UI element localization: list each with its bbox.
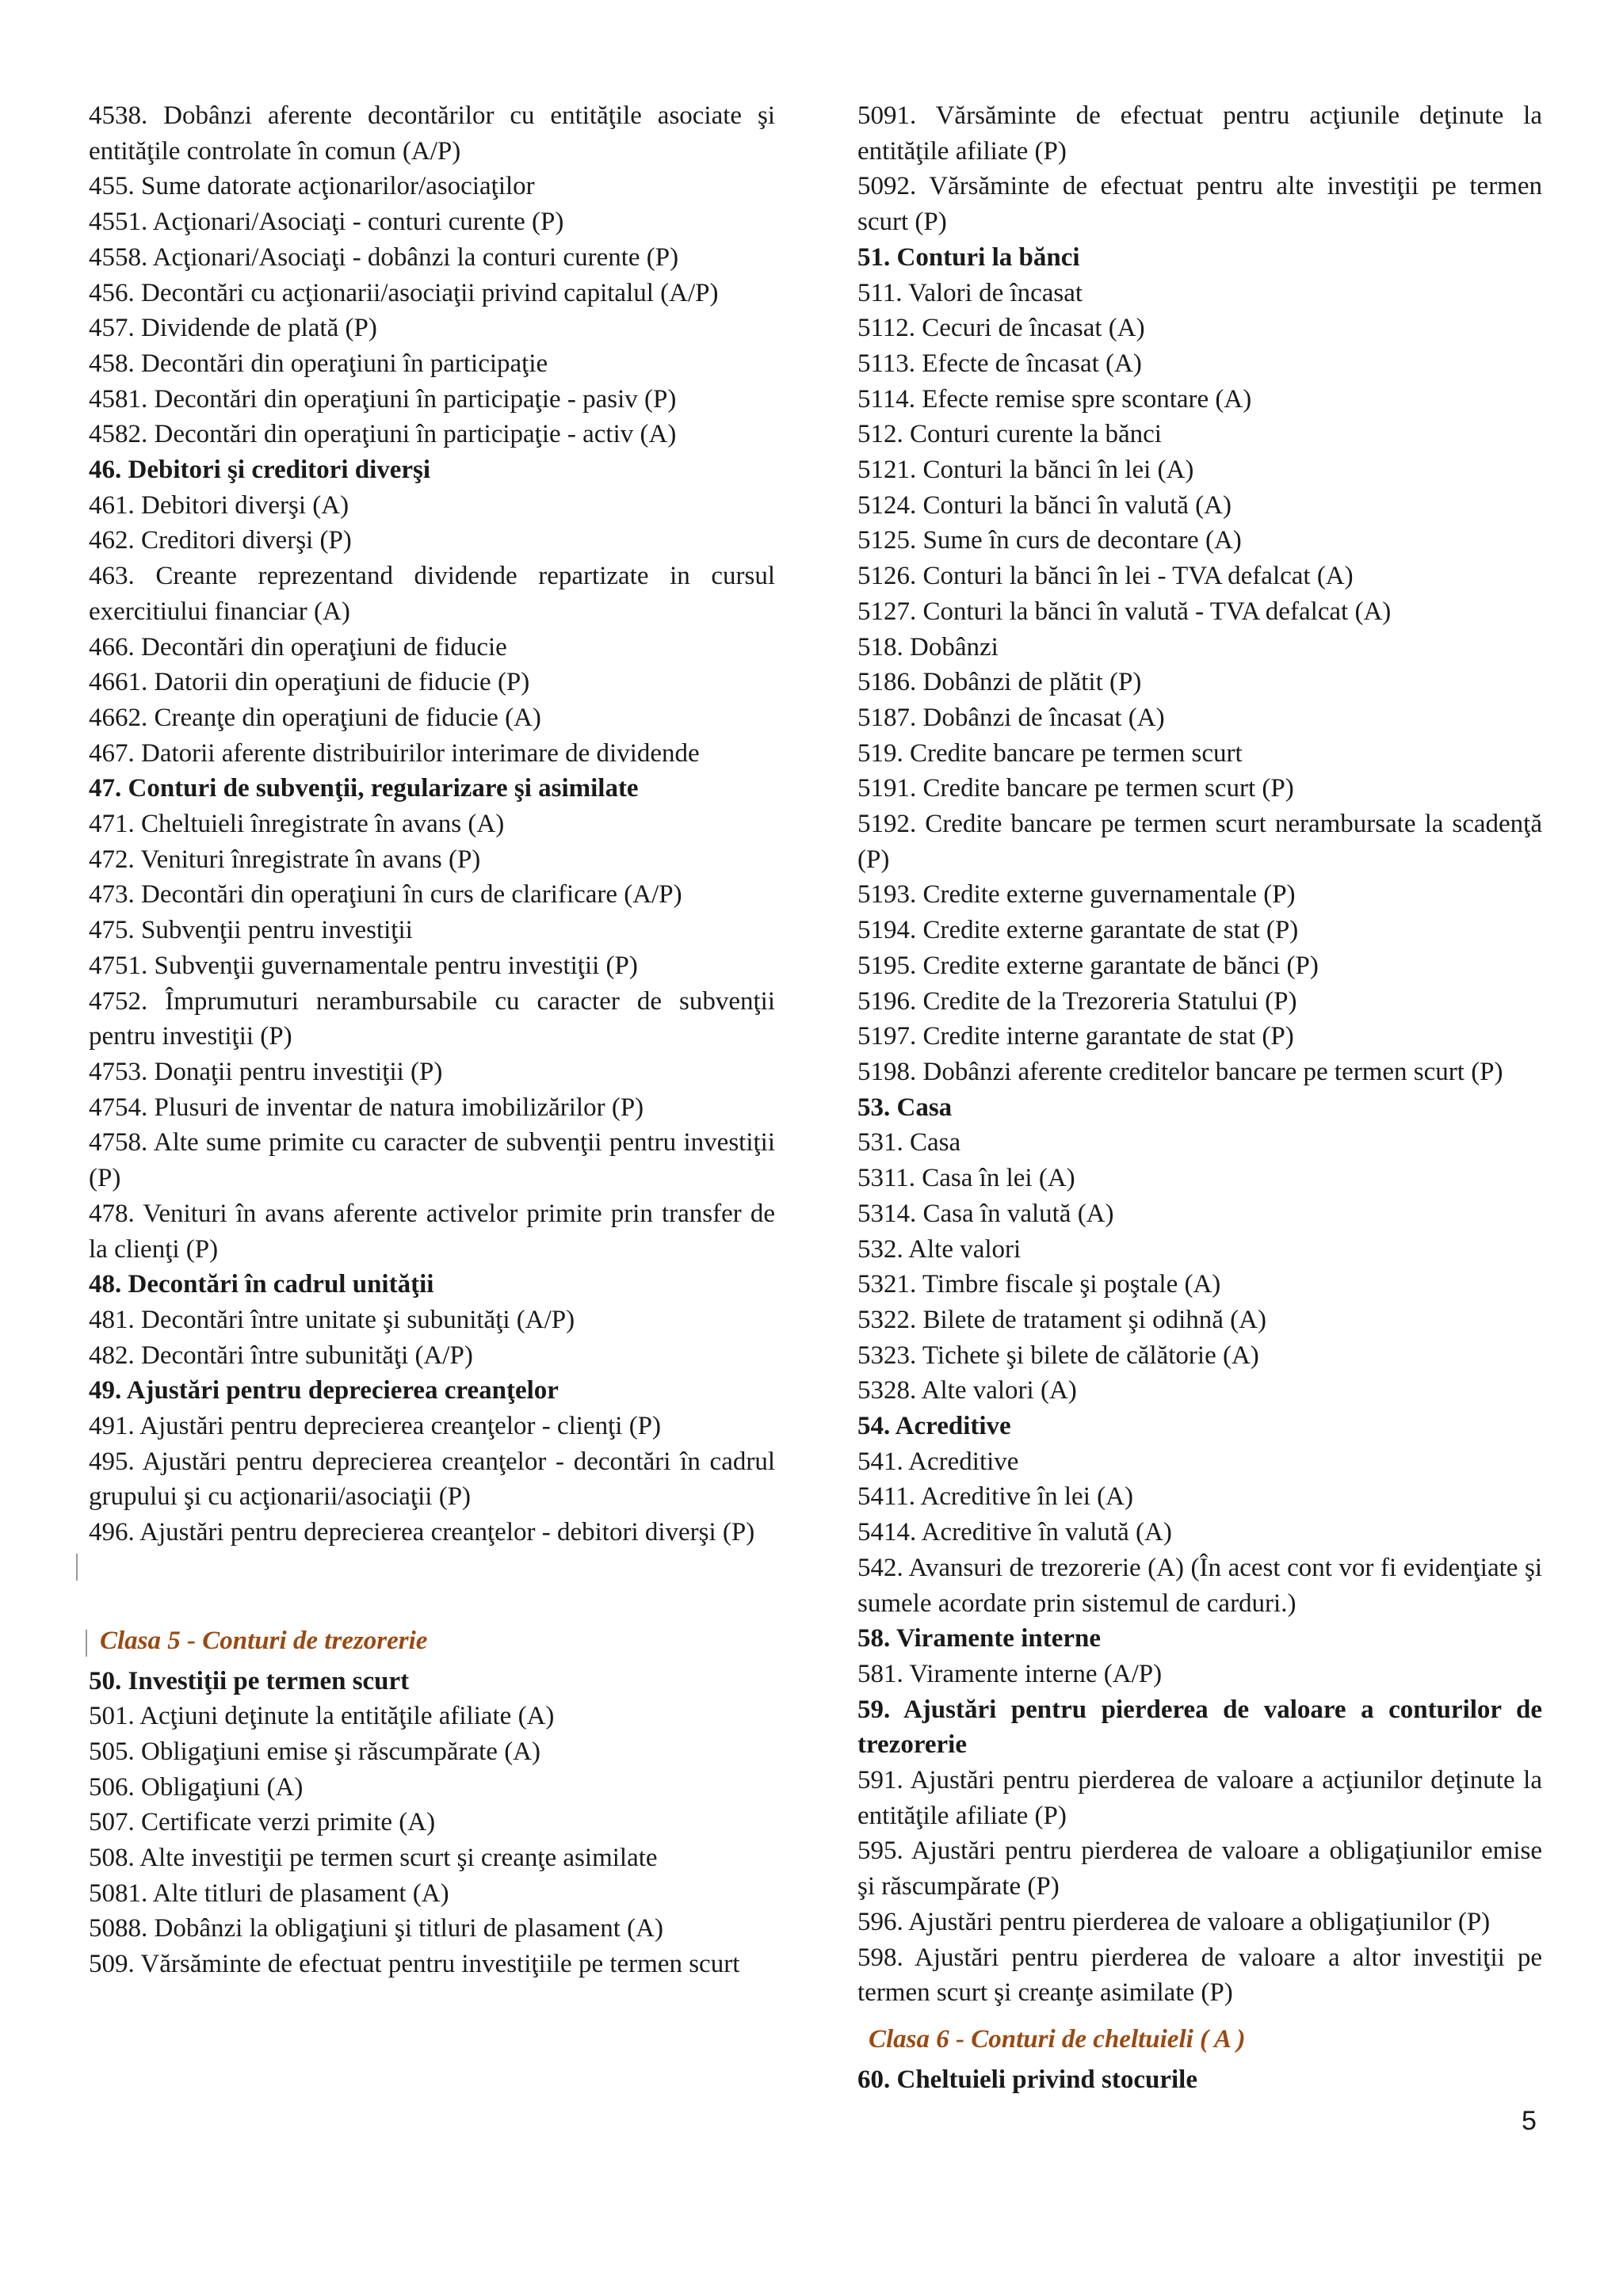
account-line: 5322. Bilete de tratament şi odihnă (A) [857, 1305, 1266, 1334]
account-line: 5314. Casa în valută (A) [857, 1199, 1114, 1228]
account-line: 461. Debitori diverşi (A) [89, 490, 349, 520]
account-line: 473. Decontări din operaţiuni în curs de clarificare (A/P) [89, 880, 682, 910]
account-line: 5088. Dobânzi la obligaţiuni şi titluri de plasament (A) [89, 1914, 663, 1943]
account-line: 478. Venituri în avans aferente activelor primite prin transfer de la clienţi (P) [89, 1199, 775, 1264]
account-line: 4758. Alte sume primite cu caracter de subvenţii pentru investiţii (P) [89, 1128, 775, 1193]
account-line: 5323. Tichete şi bilete de călătorie (A) [857, 1341, 1259, 1370]
account-line: 5197. Credite interne garantate de stat (P) [857, 1022, 1294, 1051]
account-line: 491. Ajustări pentru deprecierea creanţelor - clienţi (P) [89, 1412, 662, 1441]
account-line: 458. Decontări din operaţiuni în participaţie [89, 349, 548, 378]
account-line: 5193. Credite externe guvernamentale (P) [857, 880, 1296, 910]
account-line: 4752. Împrumuturi nerambursabile cu caracter de subvenţii pentru investiţii (P) [89, 986, 775, 1051]
account-line: 5125. Sume în curs de decontare (A) [857, 526, 1242, 555]
account-line: 5091. Vărsăminte de efectuat pentru acţiunile deţinute la entităţile afiliate (P) [857, 101, 1542, 166]
account-line: 4661. Datorii din operaţiuni de fiducie (P) [89, 668, 530, 697]
right-column [857, 98, 1542, 2097]
account-line: 457. Dividende de plată (P) [89, 314, 377, 343]
account-line: 598. Ajustări pentru pierderea de valoare a altor investiţii pe termen scurt şi creanţe asimilate (P) [857, 1943, 1542, 2008]
account-line: 5414. Acreditive în valută (A) [857, 1518, 1172, 1547]
margin-bar [76, 1554, 78, 1581]
account-line: 511. Valori de încasat [857, 278, 1083, 307]
account-line: 581. Viramente interne (A/P) [857, 1659, 1163, 1688]
account-line: 541. Acreditive [857, 1447, 1019, 1476]
section-heading-54: 54. Acreditive [857, 1412, 1011, 1441]
account-line: 5198. Dobânzi aferente creditelor bancare pe termen scurt (P) [857, 1057, 1503, 1086]
account-line: 5112. Cecuri de încasat (A) [857, 314, 1145, 343]
account-line: 4581. Decontări din operaţiuni în participaţie - pasiv (P) [89, 384, 677, 414]
left-column [89, 98, 775, 1982]
account-line: 466. Decontări din operaţiuni de fiducie [89, 632, 507, 662]
account-line: 542. Avansuri de trezorerie (A) (În acest cont vor fi evidenţiate şi sumele acordate prin sistemul de carduri.) [857, 1553, 1542, 1618]
section-heading-49: 49. Ajustări pentru deprecierea creanţelor [89, 1376, 559, 1405]
account-line: 467. Datorii aferente distribuirilor interimare de dividende [89, 738, 700, 768]
account-line: 496. Ajustări pentru deprecierea creanţelor - debitori diverşi (P) [89, 1518, 755, 1547]
account-line: 5124. Conturi la bănci în valută (A) [857, 490, 1232, 520]
account-line: 519. Credite bancare pe termen scurt [857, 738, 1243, 768]
account-line: 5126. Conturi la bănci în lei - TVA defalcat (A) [857, 562, 1354, 591]
account-line: 508. Alte investiţii pe termen scurt şi creanţe asimilate [89, 1844, 658, 1873]
account-line: 5113. Efecte de încasat (A) [857, 349, 1142, 378]
account-line: 501. Acţiuni deţinute la entităţile afiliate (A) [89, 1702, 555, 1731]
account-line: 5121. Conturi la bănci în lei (A) [857, 456, 1194, 485]
account-line: 4538. Dobânzi aferente decontărilor cu entităţile asociate şi entităţile controlate în comun (A/P) [89, 101, 775, 166]
account-line: 5194. Credite externe garantate de stat (P) [857, 916, 1299, 945]
account-line: 4753. Donaţii pentru investiţii (P) [89, 1057, 443, 1086]
account-line: 5321. Timbre fiscale şi poştale (A) [857, 1270, 1221, 1299]
class-6-title: Clasa 6 - Conturi de cheltuieli ( A ) [869, 2024, 1246, 2054]
account-line: 5092. Vărsăminte de efectuat pentru alte investiţii pe termen scurt (P) [857, 172, 1542, 237]
page-number: 5 [1522, 2106, 1537, 2136]
account-line: 4582. Decontări din operaţiuni în participaţie - activ (A) [89, 420, 677, 449]
class-5-title: Clasa 5 - Conturi de trezorerie [100, 1623, 775, 1659]
section-heading-51: 51. Conturi la bănci [857, 242, 1080, 272]
account-line: 456. Decontări cu acţionarii/asociaţii privind capitalul (A/P) [89, 278, 719, 307]
account-line: 4754. Plusuri de inventar de natura imobilizărilor (P) [89, 1093, 644, 1122]
account-line: 495. Ajustări pentru deprecierea creanţelor - decontări în cadrul grupului şi cu acţionarii/asociaţii (P) [89, 1447, 775, 1512]
account-line: 518. Dobânzi [857, 632, 999, 662]
account-line: 4558. Acţionari/Asociaţi - dobânzi la conturi curente (P) [89, 242, 679, 272]
account-line: 5192. Credite bancare pe termen scurt nerambursate la scadenţă (P) [857, 810, 1542, 874]
account-line: 5311. Casa în lei (A) [857, 1164, 1075, 1193]
account-line: 507. Certificate verzi primite (A) [89, 1808, 436, 1837]
section-heading-53: 53. Casa [857, 1093, 953, 1122]
account-line: 5196. Credite de la Trezoreria Statului (P) [857, 986, 1297, 1016]
account-line: 5191. Credite bancare pe termen scurt (P) [857, 774, 1294, 803]
section-heading-60: 60. Cheltuieli privind stocurile [857, 2065, 1197, 2094]
account-line: 481. Decontări între unitate şi subunităţi (A/P) [89, 1305, 575, 1334]
account-line: 5187. Dobânzi de încasat (A) [857, 703, 1165, 732]
account-line: 506. Obligaţiuni (A) [89, 1772, 304, 1802]
account-line: 5186. Dobânzi de plătit (P) [857, 668, 1142, 697]
account-line: 472. Venituri înregistrate în avans (P) [89, 845, 481, 874]
account-line: 532. Alte valori [857, 1234, 1022, 1264]
account-line: 5411. Acreditive în lei (A) [857, 1482, 1133, 1512]
account-line: 5328. Alte valori (A) [857, 1376, 1077, 1405]
account-line: 512. Conturi curente la bănci [857, 420, 1162, 449]
section-heading-46: 46. Debitori şi creditori diverşi [89, 456, 431, 485]
section-heading-48: 48. Decontări în cadrul unităţii [89, 1270, 434, 1299]
account-line: 595. Ajustări pentru pierderea de valoare a obligaţiunilor emise şi răscumpărate (P) [857, 1836, 1542, 1901]
account-line: 463. Creante reprezentand dividende repartizate in cursul exercitiului financiar (A) [89, 562, 775, 626]
account-line: 4551. Acţionari/Asociaţi - conturi curente (P) [89, 208, 564, 237]
account-line: 5195. Credite externe garantate de bănci (P) [857, 951, 1319, 980]
account-line: 475. Subvenţii pentru investiţii [89, 916, 413, 945]
account-line: 591. Ajustări pentru pierderea de valoare a acţiunilor deţinute la entităţile afiliate (P) [857, 1766, 1542, 1830]
account-line: 5127. Conturi la bănci în valută - TVA defalcat (A) [857, 597, 1392, 626]
account-line: 462. Creditori diverşi (P) [89, 526, 352, 555]
account-line: 455. Sume datorate acţionarilor/asociaţilor [89, 172, 535, 201]
account-line: 482. Decontări între subunităţi (A/P) [89, 1341, 473, 1370]
section-heading-47: 47. Conturi de subvenţii, regularizare şi asimilate [89, 774, 639, 803]
left-group-455 [89, 98, 775, 452]
account-line: 5114. Efecte remise spre scontare (A) [857, 384, 1252, 414]
account-line: 471. Cheltuieli înregistrate în avans (A) [89, 810, 505, 839]
section-heading-59: 59. Ajustări pentru pierderea de valoare a conturilor de trezorerie [857, 1695, 1542, 1760]
account-line: 505. Obligaţiuni emise şi răscumpărate (A) [89, 1737, 541, 1766]
account-line: 509. Vărsăminte de efectuat pentru investiţiile pe termen scurt [89, 1950, 740, 1979]
section-heading-50: 50. Investiţii pe termen scurt [89, 1666, 410, 1695]
section-heading-58: 58. Viramente interne [857, 1624, 1102, 1653]
account-line: 596. Ajustări pentru pierderea de valoare a obligaţiunilor (P) [857, 1907, 1491, 1936]
account-line: 4662. Creanţe din operaţiuni de fiducie (A) [89, 703, 541, 732]
account-line: 4751. Subvenţii guvernamentale pentru investiţii (P) [89, 951, 638, 980]
account-line: 5081. Alte titluri de plasament (A) [89, 1878, 449, 1908]
account-line: 531. Casa [857, 1128, 961, 1158]
